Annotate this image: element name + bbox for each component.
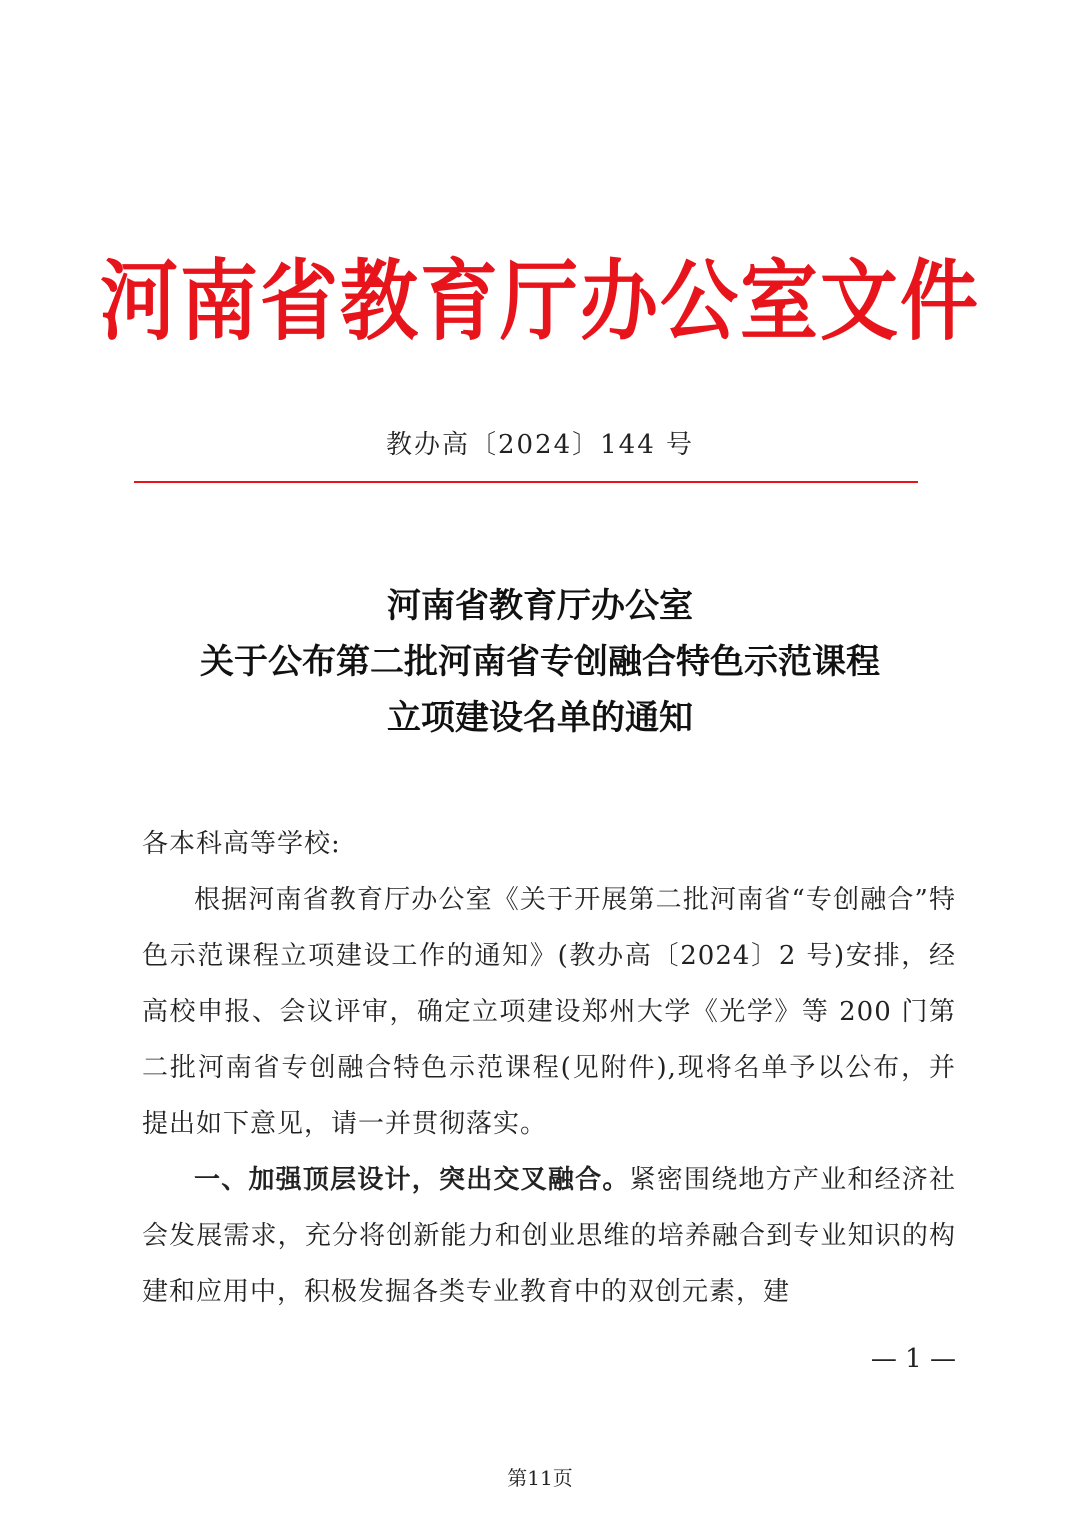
document-header-title: 河南省教育厅办公室文件: [99, 252, 980, 353]
salutation: 各本科高等学校:: [142, 829, 341, 859]
body-paragraph-2: [142, 1152, 956, 1320]
section-heading-1: 一、加强顶层设计，突出交叉融合。: [194, 1165, 630, 1195]
document-number: 教办高〔2024〕144 号: [385, 430, 695, 460]
notice-title-line-1: 河南省教育厅办公室: [387, 586, 693, 626]
page-number: — 1 —: [870, 1344, 956, 1374]
body-paragraph-1: 根据河南省教育厅办公室《关于开展第二批河南省“专创融合”特色示范课程立项建设工作的通知》(教办高〔2024〕2 号)安排，经高校申报、会议评审，确定立项建设郑州大学《光学》等 200 门第二批河南省专创融合特色示范课程(见附件),现将名单予以公布，并提出如下意见，请一并贯彻落实。: [142, 885, 956, 1139]
notice-title-line-3: 立项建设名单的通知: [387, 698, 693, 738]
notice-title-line-2: 关于公布第二批河南省专创融合特色示范课程: [200, 642, 880, 682]
notice-title: [0, 578, 1080, 746]
body-paragraph-2-text: 紧密围绕地方产业和经济社会发展需求，充分将创新能力和创业思维的培养融合到专业知识的构建和应用中，积极发掘各类专业教育中的双创元素，建: [142, 1165, 956, 1307]
notice-body: [142, 816, 956, 1320]
footer-page-label: 第11页: [507, 1466, 573, 1490]
header-divider: [134, 481, 918, 483]
